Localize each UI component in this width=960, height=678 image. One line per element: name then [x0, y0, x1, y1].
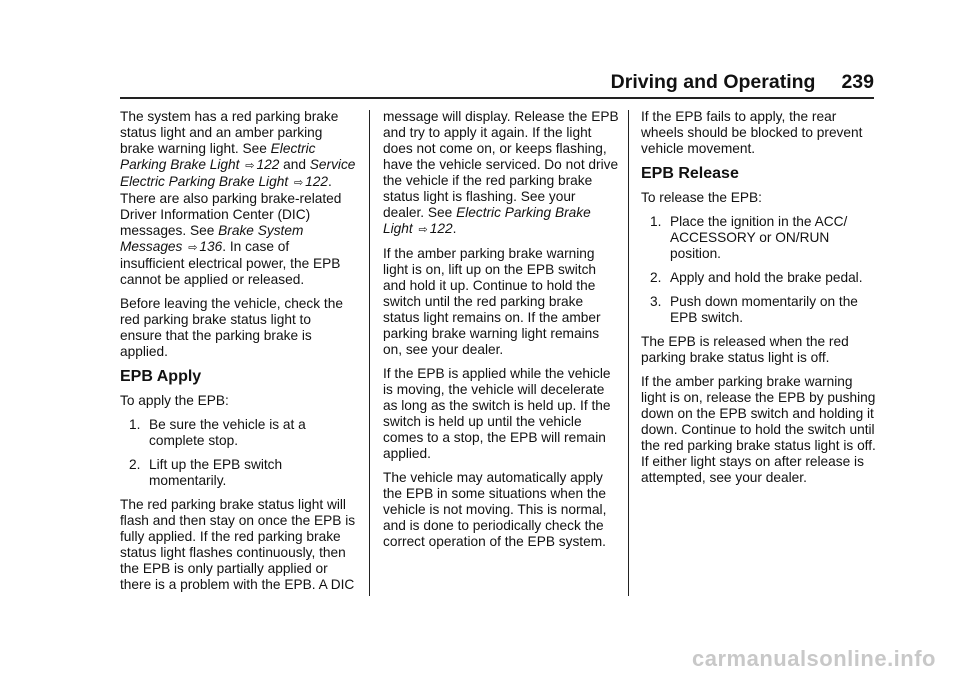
- epb-apply-heading: EPB Apply: [120, 368, 202, 385]
- column-divider-2: [628, 110, 629, 596]
- page-ref[interactable]: 122: [429, 221, 453, 236]
- col2-paragraph-4: The vehicle may automatically apply the EPB in some situations when the vehicle is not moving. This is normal, and is done to periodically check the correct operation of the EPB system.: [383, 470, 607, 549]
- page-number: 239: [841, 71, 874, 93]
- col3-paragraph-1: If the EPB fails to apply, the rear wheels should be blocked to prevent vehicle movement.: [641, 109, 863, 156]
- release-steps: [641, 214, 877, 326]
- page-header: [611, 71, 874, 94]
- epb-release-heading: EPB Release: [641, 165, 739, 182]
- col1-intro: To apply the EPB:: [120, 393, 229, 408]
- list-item: 3. Push down momentarily on the EPB switch.: [650, 294, 858, 325]
- column-3: [641, 109, 877, 494]
- col3-paragraph-3: If the amber parking brake warning light is on, release the EPB by pushing down on the EPB switch and holding it down. Continue to hold the switch until the red parking brake status light is off. If either light stays on after release is attempted, see your dealer.: [641, 374, 876, 485]
- col3-intro: To release the EPB:: [641, 190, 762, 205]
- header-rule: [120, 97, 874, 99]
- list-item: 1. Place the ignition in the ACC/ ACCESSORY or ON/RUN position.: [650, 214, 848, 261]
- xref-link[interactable]: Service Electric Parking Brake Light: [120, 157, 356, 189]
- col3-paragraph-2: The EPB is released when the red parking brake status light is off.: [641, 334, 849, 365]
- col2-paragraph-3: If the EPB is applied while the vehicle is moving, the vehicle will decelerate as long as the switch is held up. If the switch is held up until the vehicle comes to a stop, the EPB will remain applied.: [383, 366, 611, 461]
- page-ref[interactable]: 136: [199, 239, 223, 254]
- xref-link[interactable]: Electric Parking Brake Light: [383, 205, 591, 236]
- page-ref-icon: ⇨: [418, 224, 428, 236]
- column-2: [383, 109, 619, 558]
- col2-paragraph-1: message will display. Release the EPB and try to apply it again. If the light does not come on, or keeps flashing, have the vehicle serviced. Do not drive the vehicle if the red parking brake status light is flashing. See your dealer. See Electric Parking Brake Light ⇨ 122.: [383, 109, 619, 236]
- col1-paragraph-2: Before leaving the vehicle, check the red parking brake status light to ensure that the parking brake is applied.: [120, 296, 343, 359]
- list-item: 2. Lift up the EPB switch momentarily.: [129, 457, 283, 488]
- page-ref-icon: ⇨: [293, 177, 304, 189]
- page-ref-icon: ⇨: [188, 242, 198, 254]
- list-item: 1. Be sure the vehicle is at a complete stop.: [129, 417, 306, 448]
- col1-paragraph-3: The red parking brake status light will flash and then stay on once the EPB is fully applied. If the red parking brake status light flashes continuously, then the EPB is only partially applied or there is a problem with the EPB. A DIC: [120, 497, 356, 592]
- column-divider-1: [369, 110, 370, 596]
- col2-paragraph-2: If the amber parking brake warning light is on, lift up on the EPB switch and hold it up. Continue to hold the switch until the red parking brake status light remains on. If the amber parking brake warning light remains on, see your dealer.: [383, 246, 601, 357]
- page-ref[interactable]: 122: [256, 157, 280, 172]
- column-1: [120, 109, 356, 601]
- xref-link[interactable]: Electric Parking Brake Light: [120, 141, 316, 172]
- apply-steps: [120, 417, 356, 489]
- list-item: 2. Apply and hold the brake pedal.: [650, 270, 863, 285]
- watermark: carmanualsonline.info: [692, 646, 936, 671]
- section-title: Driving and Operating: [610, 71, 816, 93]
- xref-link[interactable]: Brake System Messages: [120, 223, 304, 254]
- page-ref-icon: ⇨: [245, 160, 255, 172]
- page-ref[interactable]: 122: [305, 174, 329, 189]
- col1-paragraph-1: The system has a red parking brake status light and an amber parking brake warning light. See Electric Parking Brake Light ⇨ 122 and Service Electric Parking Brake Light ⇨ 122. There are also parking brake-related Driver Information Center (DIC) messages. See Brake System Messages ⇨ 136. In case of insufficient electrical power, the EPB cannot be applied or released.: [120, 109, 356, 287]
